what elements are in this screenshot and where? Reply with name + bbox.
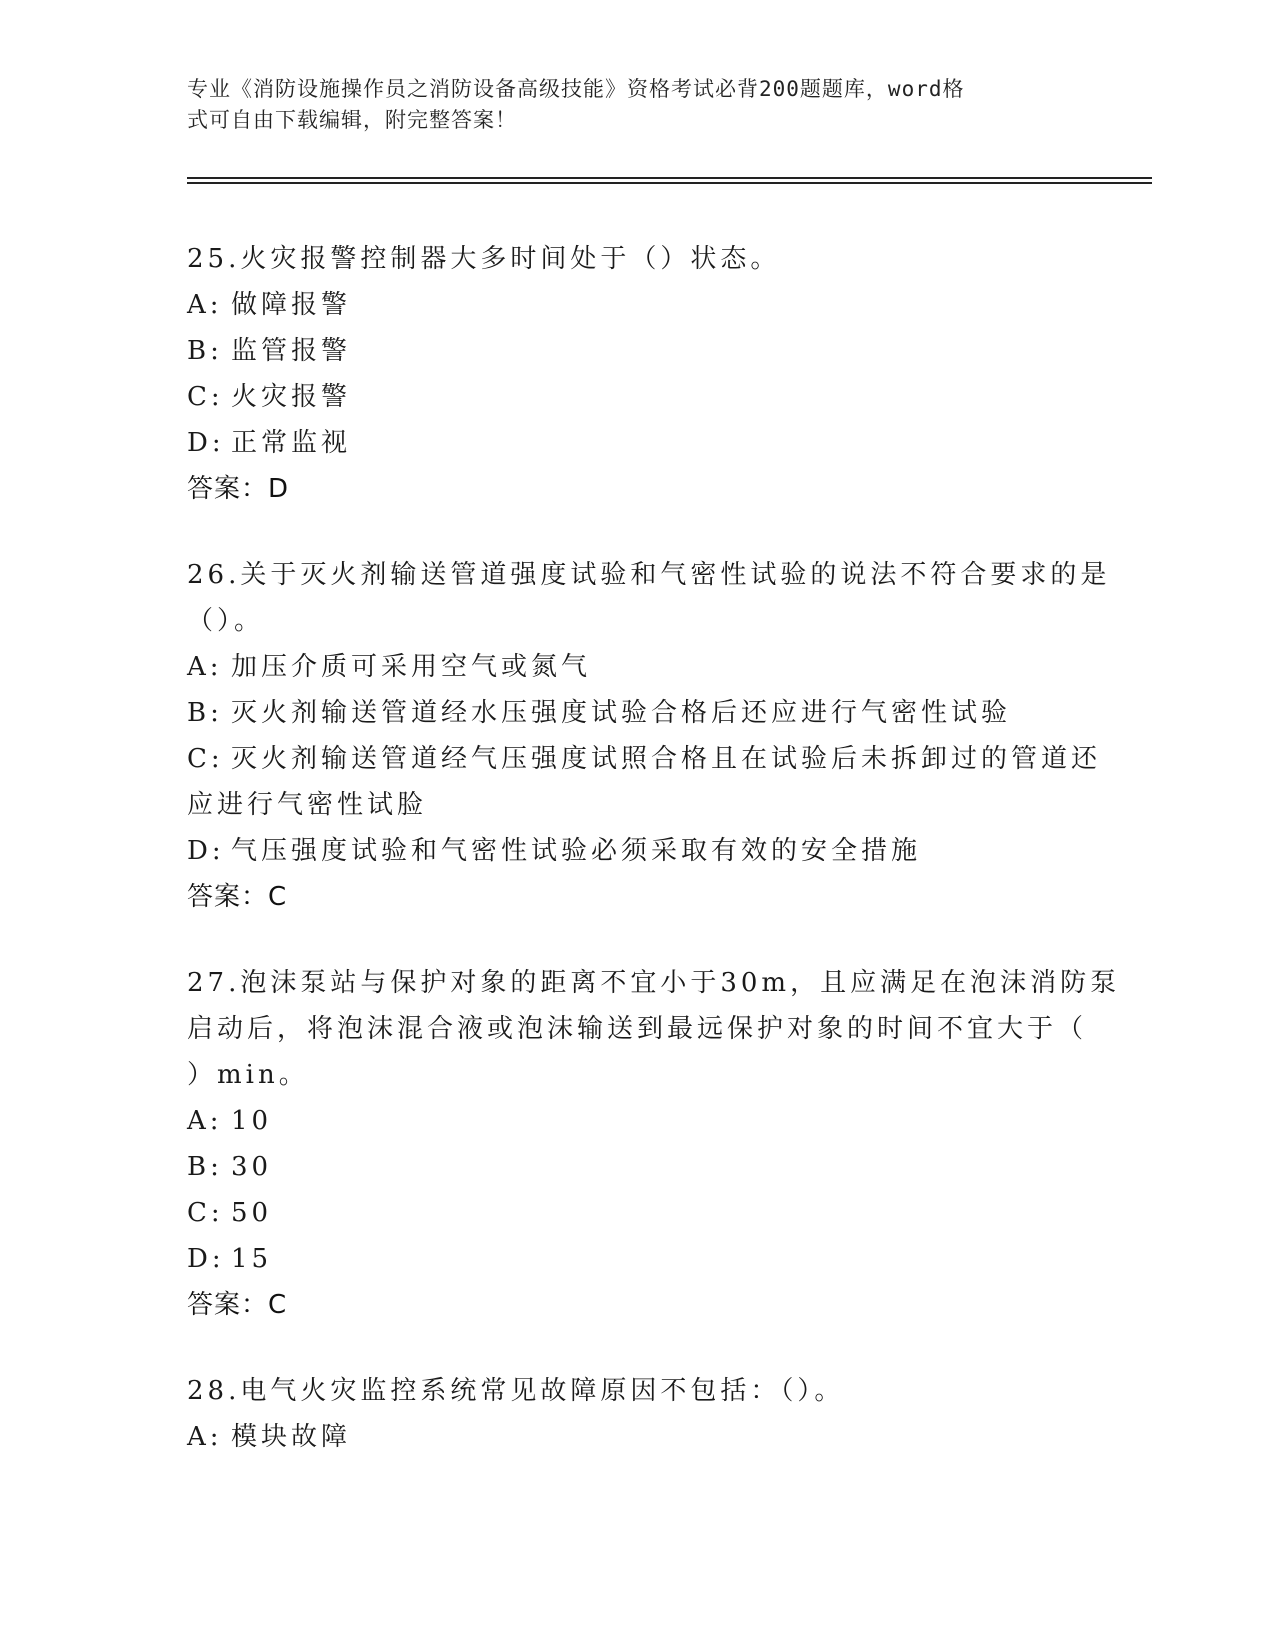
question-block [187, 960, 1121, 1328]
option-line [187, 1098, 1077, 1144]
option-text: 做障报警 [231, 290, 352, 320]
option-line [187, 1236, 1077, 1282]
question-block [187, 236, 1077, 512]
option-text: 加压介质可采用空气或氮气 [231, 652, 592, 682]
answer-text: 答案：D [187, 474, 290, 504]
option-label: C: [187, 382, 224, 412]
option-label: A: [187, 1106, 223, 1136]
option-line [187, 690, 1077, 736]
answer-text: 答案：C [187, 882, 288, 912]
option-line [187, 282, 1077, 328]
question-block [187, 1368, 1077, 1460]
option-text: 15 [231, 1244, 273, 1274]
option-label: A: [187, 1422, 223, 1452]
option-label: A: [187, 652, 223, 682]
question-text: 28.电气火灾监控系统常见故障原因不包括：（）。 [187, 1376, 845, 1406]
question-block [187, 552, 1111, 920]
question-list [187, 236, 1121, 1500]
header-divider-bottom [187, 182, 1152, 184]
question-text: ）min。 [187, 1060, 309, 1090]
question-text: 25.火灾报警控制器大多时间处于（）状态。 [187, 244, 781, 274]
option-line [187, 782, 1077, 828]
option-label: C: [187, 744, 224, 774]
option-label: A: [187, 290, 223, 320]
option-text: 灭火剂输送管道经水压强度试验合格后还应进行气密性试验 [231, 698, 1012, 728]
option-label: D: [187, 428, 225, 458]
question-text: 27.泡沫泵站与保护对象的距离不宜小于30m，且应满足在泡沫消防泵 [187, 968, 1121, 998]
question-text: 启动后，将泡沫混合液或泡沫输送到最远保护对象的时间不宜大于（ [187, 1014, 1088, 1044]
option-line [187, 828, 1077, 874]
option-line [187, 644, 1077, 690]
option-label: B: [187, 698, 223, 728]
question-text: （）。 [187, 606, 265, 636]
option-text: 30 [231, 1152, 273, 1182]
answer-text: 答案：C [187, 1290, 288, 1320]
option-text: 灭火剂输送管道经气压强度试照合格且在试验后未拆卸过的管道还 [231, 744, 1102, 774]
option-text: 火灾报警 [231, 382, 352, 412]
option-label: B: [187, 1152, 223, 1182]
option-text: 50 [231, 1198, 273, 1228]
option-line [187, 1190, 1077, 1236]
option-line [187, 1144, 1077, 1190]
option-text: 模块故障 [231, 1422, 352, 1452]
document-header [187, 74, 1067, 136]
option-line [187, 374, 1077, 420]
option-text: 正常监视 [231, 428, 352, 458]
option-label: B: [187, 336, 223, 366]
option-text: 气压强度试验和气密性试验必须采取有效的安全措施 [231, 836, 922, 866]
option-line [187, 328, 1077, 374]
option-line [187, 736, 1102, 782]
option-text: 10 [231, 1106, 273, 1136]
header-line-1: 专业《消防设施操作员之消防设备高级技能》资格考试必背200题题库，word格 [187, 77, 965, 101]
question-text: 26.关于灭火剂输送管道强度试验和气密性试验的说法不符合要求的是 [187, 560, 1111, 590]
option-line [187, 1414, 1077, 1460]
option-label: D: [187, 1244, 225, 1274]
option-text: 监管报警 [231, 336, 352, 366]
option-label: D: [187, 836, 225, 866]
option-text: 应进行气密性试脸 [187, 790, 428, 820]
option-label: C: [187, 1198, 224, 1228]
header-line-2: 式可自由下载编辑，附完整答案！ [187, 108, 517, 132]
header-divider-top [187, 177, 1152, 179]
option-line [187, 420, 1077, 466]
